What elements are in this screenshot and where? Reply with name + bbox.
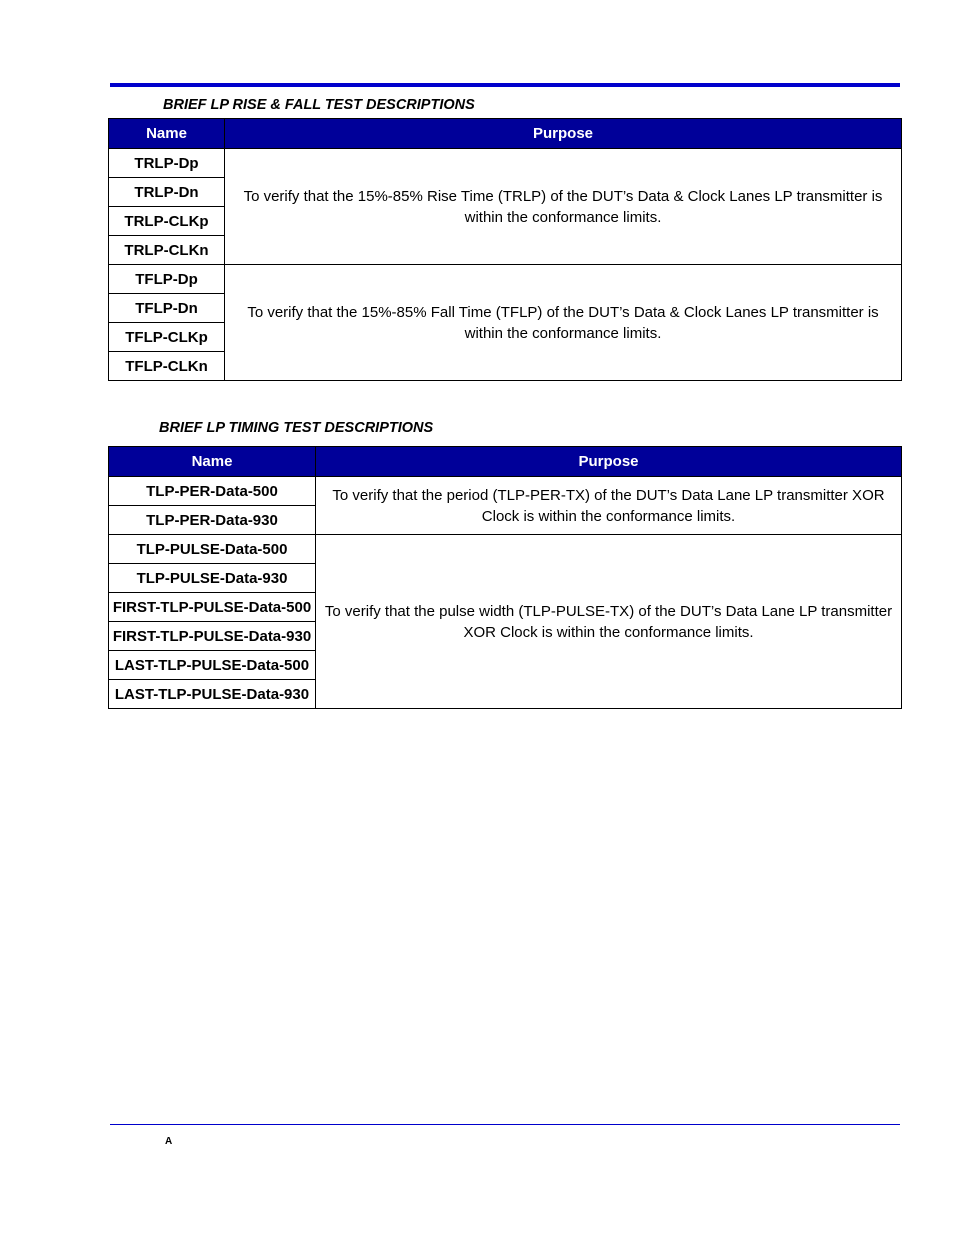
test-name: TLP-PULSE-Data-500 (109, 535, 316, 564)
test-name: TLP-PER-Data-930 (109, 506, 316, 535)
test-name: TRLP-CLKp (109, 207, 225, 236)
test-name: LAST-TLP-PULSE-Data-500 (109, 651, 316, 680)
test-name: TLP-PER-Data-500 (109, 477, 316, 506)
lp-timing-table (108, 446, 902, 709)
header-rule (110, 83, 900, 87)
table2-caption: BRIEF LP TIMING TEST DESCRIPTIONS (159, 420, 434, 436)
test-name: TLP-PULSE-Data-930 (109, 564, 316, 593)
footer-rule (110, 1124, 900, 1125)
test-name: TFLP-CLKp (109, 323, 225, 352)
purpose-column-header: Purpose (316, 447, 902, 477)
table-row (109, 477, 902, 506)
table-header-row (109, 447, 902, 477)
table-row (109, 149, 902, 178)
test-purpose: To verify that the period (TLP-PER-TX) of the DUT’s Data Lane LP transmitter XOR Clock is within the conformance limits. (316, 477, 902, 535)
table1-caption: BRIEF LP RISE & FALL TEST DESCRIPTIONS (163, 97, 475, 113)
purpose-column-header: Purpose (225, 119, 902, 149)
name-column-header: Name (109, 447, 316, 477)
footer-mark: A (165, 1136, 173, 1147)
table-header-row (109, 119, 902, 149)
test-purpose: To verify that the 15%-85% Fall Time (TFLP) of the DUT’s Data & Clock Lanes LP transmitter is within the conformance limits. (225, 265, 902, 381)
test-name: TRLP-Dn (109, 178, 225, 207)
test-name: FIRST-TLP-PULSE-Data-930 (109, 622, 316, 651)
table-row (109, 265, 902, 294)
test-name: TFLP-Dn (109, 294, 225, 323)
test-purpose: To verify that the 15%-85% Rise Time (TRLP) of the DUT’s Data & Clock Lanes LP transmitter is within the conformance limits. (225, 149, 902, 265)
test-name: TRLP-CLKn (109, 236, 225, 265)
name-column-header: Name (109, 119, 225, 149)
test-name: LAST-TLP-PULSE-Data-930 (109, 680, 316, 709)
rise-fall-table (108, 118, 902, 381)
table-row (109, 535, 902, 564)
test-name: TRLP-Dp (109, 149, 225, 178)
test-name: TFLP-CLKn (109, 352, 225, 381)
test-purpose: To verify that the pulse width (TLP-PULSE-TX) of the DUT’s Data Lane LP transmitter XOR Clock is within the conformance limits. (316, 535, 902, 709)
test-name: TFLP-Dp (109, 265, 225, 294)
test-name: FIRST-TLP-PULSE-Data-500 (109, 593, 316, 622)
